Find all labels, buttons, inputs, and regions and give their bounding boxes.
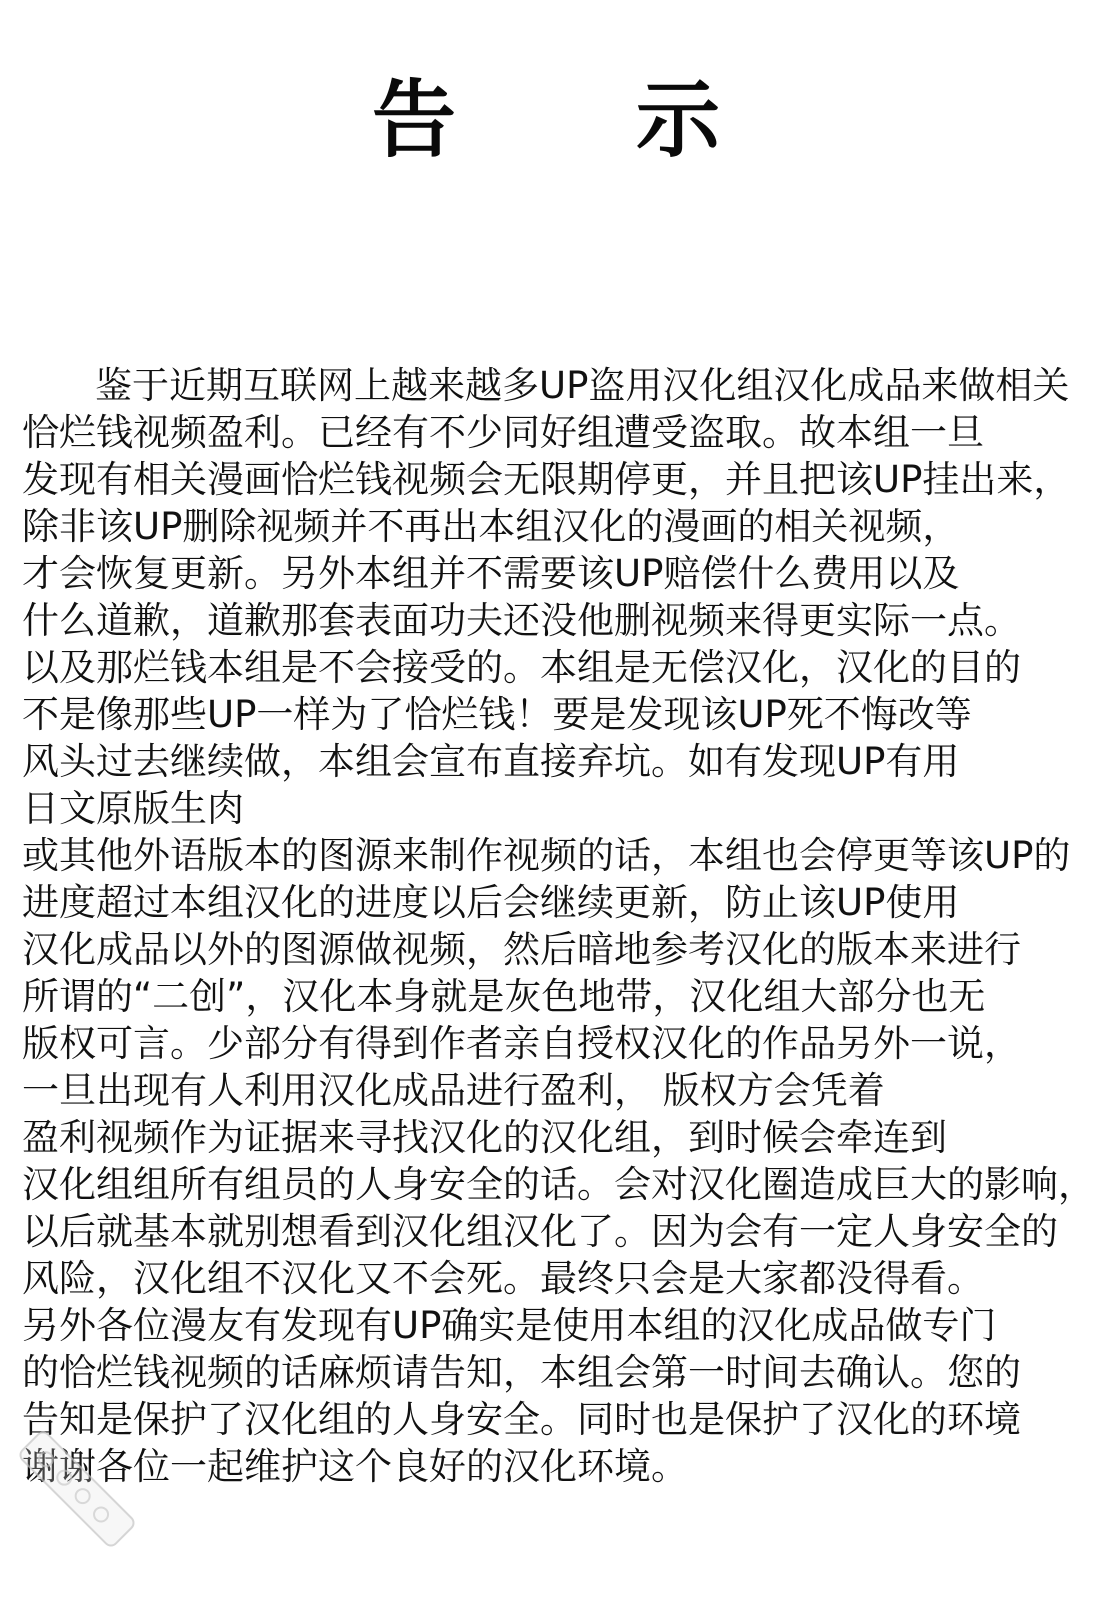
notice-body (22, 362, 1102, 1490)
body-line: 以后就基本就别想看到汉化组汉化了。因为会有一定人身安全的 (22, 1210, 1058, 1253)
watermark-mark (71, 1485, 94, 1508)
body-line: 汉化组组所有组员的人身安全的话。会对汉化圈造成巨大的影响， (22, 1163, 1095, 1206)
title-char-1: 告 (372, 71, 457, 169)
watermark-mark (35, 1448, 58, 1471)
body-line: 所谓的“二创”，汉化本身就是灰色地带，汉化组大部分也无 (22, 975, 986, 1018)
body-line: 以及那烂钱本组是不会接受的。本组是无偿汉化，汉化的目的 (22, 646, 1021, 689)
body-line: 版权可言。少部分有得到作者亲自授权汉化的作品另外一说， (22, 1022, 1021, 1065)
body-line: 告知是保护了汉化组的人身安全。同时也是保护了汉化的环境 (22, 1398, 1021, 1441)
body-line: 盈利视频作为证据来寻找汉化的汉化组，到时候会牵连到 (22, 1116, 947, 1159)
body-line: 鉴于近期互联网上越来越多UP盗用汉化组汉化成品来做相关 (95, 364, 1070, 407)
body-line: 日文原版生肉 (22, 787, 244, 830)
body-line: 不是像那些UP一样为了恰烂钱！要是发现该UP死不悔改等 (22, 693, 972, 736)
body-line: 什么道歉，道歉那套表面功夫还没他删视频来得更实际一点。 (22, 599, 1021, 642)
body-line: 进度超过本组汉化的进度以后会继续更新，防止该UP使用 (22, 881, 960, 924)
body-line: 谢谢各位一起维护这个良好的汉化环境。 (22, 1445, 688, 1488)
body-line: 才会恢复更新。另外本组并不需要该UP赔偿什么费用以及 (22, 552, 960, 595)
watermark-mark (53, 1466, 76, 1489)
body-line: 恰烂钱视频盈利。已经有不少同好组遭受盗取。故本组一旦 (22, 411, 984, 454)
watermark-mark (90, 1503, 113, 1526)
body-line: 一旦出现有人利用汉化成品进行盈利， 版权方会凭着 (22, 1069, 885, 1112)
body-line: 风险，汉化组不汉化又不会死。最终只会是大家都没得看。 (22, 1257, 984, 1300)
body-line: 除非该UP删除视频并不再出本组汉化的漫画的相关视频， (22, 505, 960, 548)
body-line: 另外各位漫友有发现有UP确实是使用本组的汉化成品做专门 (22, 1304, 997, 1347)
body-line: 风头过去继续做，本组会宣布直接弃坑。如有发现UP有用 (22, 740, 960, 783)
title-char-2: 示 (636, 71, 721, 169)
body-line: 的恰烂钱视频的话麻烦请告知，本组会第一时间去确认。您的 (22, 1351, 1021, 1394)
body-line: 发现有相关漫画恰烂钱视频会无限期停更，并且把该UP挂出来， (22, 458, 1071, 501)
body-line: 汉化成品以外的图源做视频，然后暗地参考汉化的版本来进行 (22, 928, 1021, 971)
body-line: 或其他外语版本的图源来制作视频的话，本组也会停更等该UP的 (22, 834, 1071, 877)
